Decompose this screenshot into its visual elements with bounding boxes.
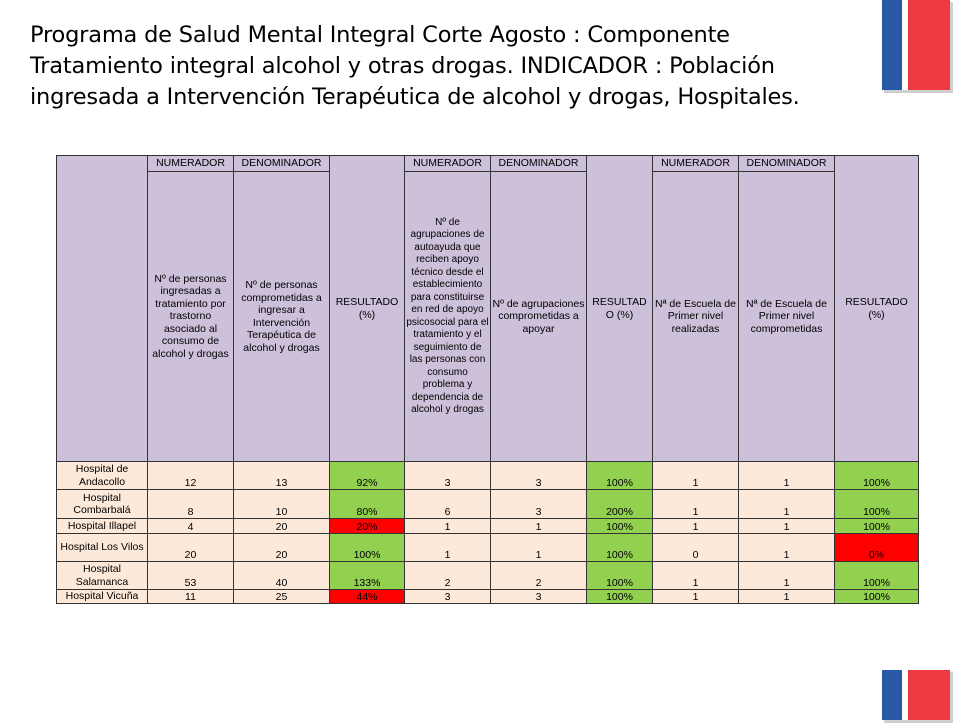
denominador-description-1: Nº de personas comprometidas a ingresar a Intervención Terapéutica de alcohol y drogas bbox=[234, 172, 330, 462]
result-cell: 20% bbox=[330, 519, 405, 534]
corner-header-cell bbox=[57, 156, 148, 462]
value-cell: 1 bbox=[739, 519, 835, 534]
value-cell: 13 bbox=[234, 462, 330, 490]
hospital-name: Hospital Illapel bbox=[57, 519, 148, 534]
value-cell: 20 bbox=[234, 534, 330, 562]
chile-flag-decoration-bottom bbox=[882, 670, 950, 720]
value-cell: 2 bbox=[405, 562, 491, 590]
result-cell: 100% bbox=[330, 534, 405, 562]
value-cell: 11 bbox=[148, 590, 234, 604]
value-cell: 1 bbox=[653, 562, 739, 590]
table-row bbox=[57, 534, 919, 562]
result-cell: 100% bbox=[835, 490, 919, 519]
denominador-header-2: DENOMINADOR bbox=[491, 156, 587, 172]
result-cell: 100% bbox=[587, 562, 653, 590]
resultado-header-2: RESULTAD O (%) bbox=[587, 156, 653, 462]
hospital-name: Hospital Salamanca bbox=[57, 562, 148, 590]
value-cell: 4 bbox=[148, 519, 234, 534]
result-cell: 100% bbox=[587, 534, 653, 562]
value-cell: 40 bbox=[234, 562, 330, 590]
indicator-table bbox=[56, 155, 919, 604]
resultado-header-1: RESULTADO (%) bbox=[330, 156, 405, 462]
value-cell: 1 bbox=[739, 562, 835, 590]
value-cell: 6 bbox=[405, 490, 491, 519]
value-cell: 1 bbox=[653, 519, 739, 534]
result-cell: 44% bbox=[330, 590, 405, 604]
value-cell: 2 bbox=[491, 562, 587, 590]
result-cell: 100% bbox=[835, 462, 919, 490]
value-cell: 20 bbox=[148, 534, 234, 562]
value-cell: 0 bbox=[653, 534, 739, 562]
numerador-description-3: Nª de Escuela de Primer nivel realizadas bbox=[653, 172, 739, 462]
slide-title: Programa de Salud Mental Integral Corte Agosto : Componente Tratamiento integral alcohol y otras drogas. INDICADOR : Población ingresada a Intervención Terapéutica de alcohol y drogas, Hospitales. bbox=[30, 22, 800, 110]
value-cell: 20 bbox=[234, 519, 330, 534]
table-row bbox=[57, 562, 919, 590]
value-cell: 12 bbox=[148, 462, 234, 490]
value-cell: 1 bbox=[739, 590, 835, 604]
result-cell: 100% bbox=[587, 462, 653, 490]
numerador-description-2: Nº de agrupaciones de autoayuda que reciben apoyo técnico desde el establecimiento para constituirse en red de apoyo psicosocial para el tratamiento y el seguimiento de las personas con consumo problema y dependencia de alcohol y drogas bbox=[405, 172, 491, 462]
numerador-header-2: NUMERADOR bbox=[405, 156, 491, 172]
value-cell: 25 bbox=[234, 590, 330, 604]
numerador-description-1: Nº de personas ingresadas a tratamiento por trastorno asociado al consumo de alcohol y drogas bbox=[148, 172, 234, 462]
numerador-header-3: NUMERADOR bbox=[653, 156, 739, 172]
value-cell: 3 bbox=[405, 590, 491, 604]
value-cell: 3 bbox=[405, 462, 491, 490]
result-cell: 100% bbox=[587, 519, 653, 534]
denominador-description-3: Nª de Escuela de Primer nivel comprometidas bbox=[739, 172, 835, 462]
value-cell: 1 bbox=[739, 534, 835, 562]
table-row bbox=[57, 490, 919, 519]
result-cell: 100% bbox=[835, 519, 919, 534]
value-cell: 1 bbox=[653, 462, 739, 490]
value-cell: 1 bbox=[739, 462, 835, 490]
table-row bbox=[57, 462, 919, 490]
value-cell: 1 bbox=[491, 534, 587, 562]
numerador-header-1: NUMERADOR bbox=[148, 156, 234, 172]
value-cell: 3 bbox=[491, 462, 587, 490]
table-row bbox=[57, 590, 919, 604]
hospital-name: Hospital Combarbalá bbox=[57, 490, 148, 519]
value-cell: 1 bbox=[653, 590, 739, 604]
denominador-header-3: DENOMINADOR bbox=[739, 156, 835, 172]
result-cell: 200% bbox=[587, 490, 653, 519]
value-cell: 3 bbox=[491, 590, 587, 604]
chile-flag-decoration-top bbox=[882, 0, 950, 90]
result-cell: 80% bbox=[330, 490, 405, 519]
result-cell: 0% bbox=[835, 534, 919, 562]
result-cell: 133% bbox=[330, 562, 405, 590]
value-cell: 10 bbox=[234, 490, 330, 519]
denominador-header-1: DENOMINADOR bbox=[234, 156, 330, 172]
value-cell: 1 bbox=[491, 519, 587, 534]
table-row bbox=[57, 519, 919, 534]
hospital-name: Hospital de Andacollo bbox=[57, 462, 148, 490]
result-cell: 100% bbox=[587, 590, 653, 604]
denominador-description-2: Nº de agrupaciones comprometidas a apoyar bbox=[491, 172, 587, 462]
value-cell: 53 bbox=[148, 562, 234, 590]
value-cell: 3 bbox=[491, 490, 587, 519]
result-cell: 100% bbox=[835, 562, 919, 590]
result-cell: 100% bbox=[835, 590, 919, 604]
resultado-header-3: RESULTADO (%) bbox=[835, 156, 919, 462]
result-cell: 92% bbox=[330, 462, 405, 490]
value-cell: 1 bbox=[405, 534, 491, 562]
value-cell: 1 bbox=[739, 490, 835, 519]
value-cell: 1 bbox=[653, 490, 739, 519]
hospital-name: Hospital Los Vilos bbox=[57, 534, 148, 562]
hospital-name: Hospital Vicuña bbox=[57, 590, 148, 604]
value-cell: 8 bbox=[148, 490, 234, 519]
value-cell: 1 bbox=[405, 519, 491, 534]
